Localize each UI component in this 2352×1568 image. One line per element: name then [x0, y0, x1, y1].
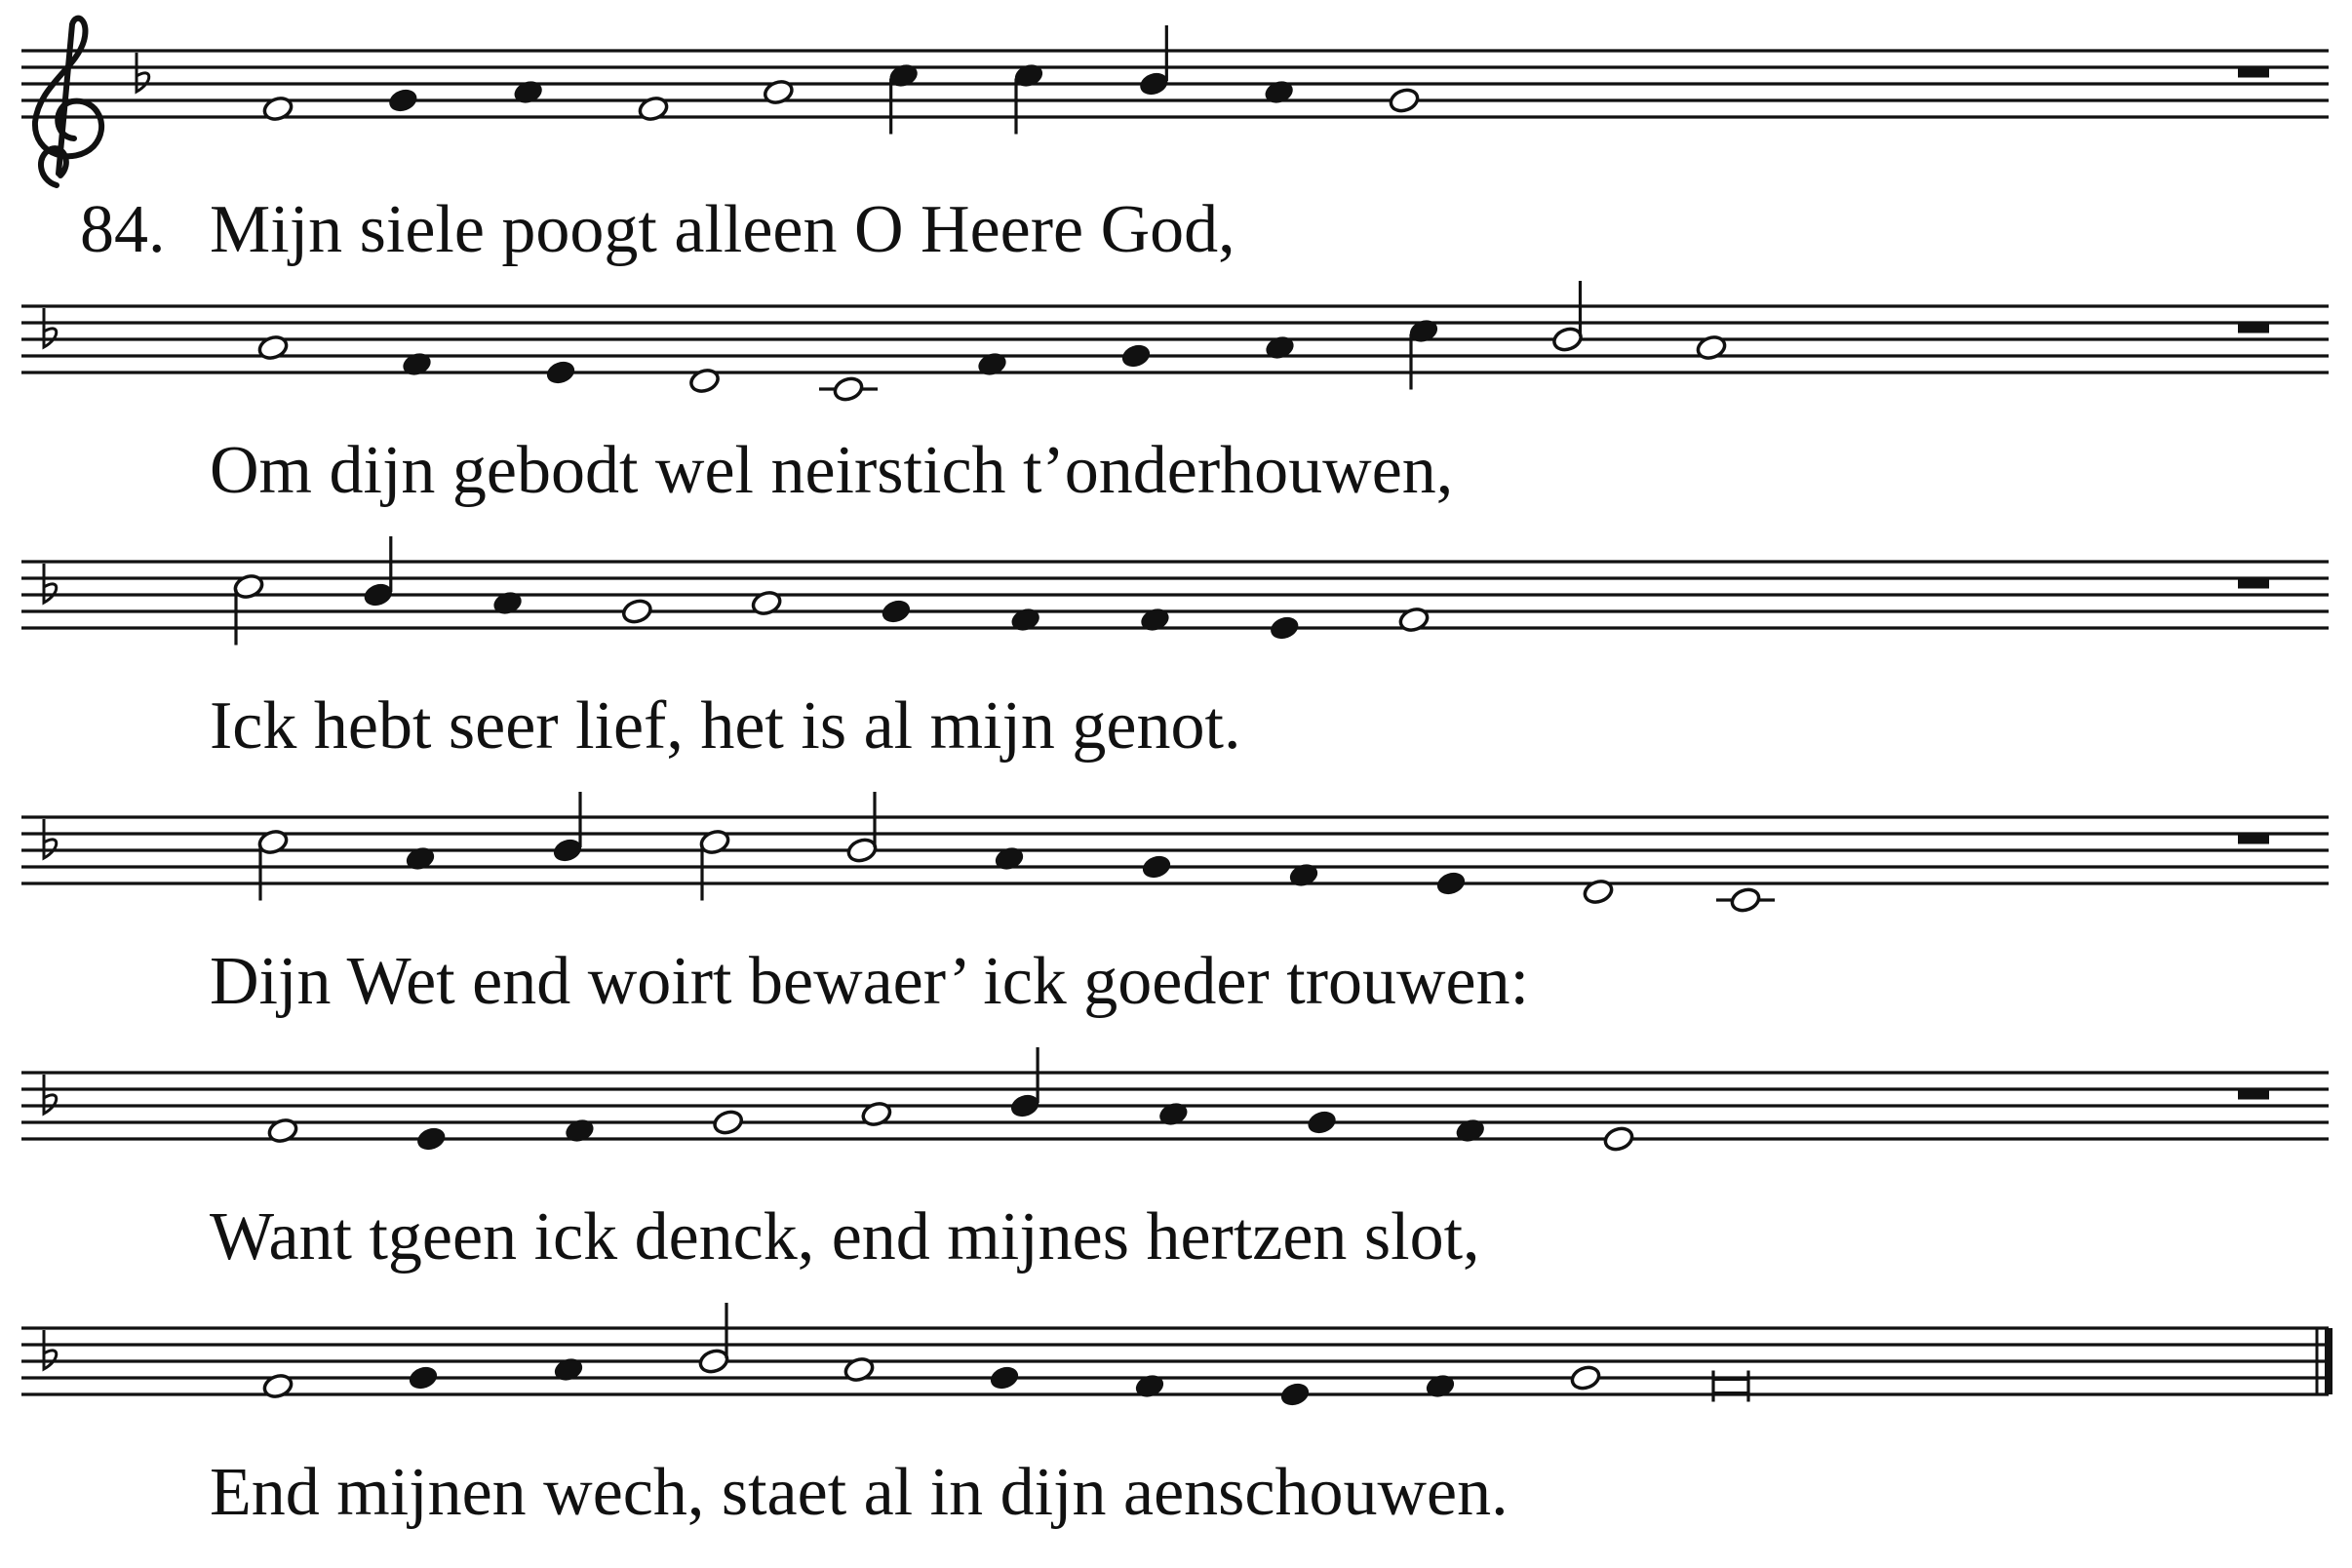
note-quarter: [1434, 870, 1467, 897]
note-half: [697, 1303, 729, 1375]
hymn-number: 84.: [80, 192, 166, 267]
half-rest: [2238, 578, 2269, 589]
note-quarter: [1269, 614, 1301, 642]
flat-sign-icon: [44, 564, 57, 603]
notehead: [832, 375, 864, 403]
lyric-line: End mijnen wech, staet al in dijn aenschouwen.: [210, 1455, 1509, 1530]
note-half: [1388, 87, 1420, 114]
notehead: [1306, 1109, 1338, 1136]
note-half: [256, 828, 289, 900]
breve-notehead: [1713, 1380, 1748, 1393]
note-quarter: [407, 1364, 439, 1392]
staff-system: [21, 536, 2329, 764]
flat-sign-icon: [44, 308, 57, 347]
notehead: [387, 87, 419, 114]
half-rest: [2238, 67, 2269, 78]
flat-sign-icon: [44, 1075, 57, 1114]
lyric-line: Dijn Wet end woirt bewaer’ ick goeder trouwen:: [210, 944, 1530, 1019]
flat-sign-icon: [137, 53, 149, 92]
note-half: [1716, 886, 1775, 914]
note-quarter: [1009, 1047, 1041, 1119]
note-half: [621, 598, 653, 625]
notehead: [415, 1125, 448, 1153]
note-half: [1602, 1125, 1634, 1153]
notehead: [1269, 614, 1301, 642]
note-quarter: [887, 61, 920, 134]
notehead: [1569, 1364, 1601, 1392]
note-half: [232, 572, 264, 645]
note-half: [845, 792, 878, 864]
flat-sign-icon: [44, 819, 57, 858]
note-breve: [1713, 1371, 1748, 1402]
note-quarter: [880, 598, 912, 625]
lyric-line: Want tgeen ick denck, end mijnes hertzen slot,: [210, 1199, 1480, 1274]
lyric-line: Om dijn gebodt wel neirstich t’onderhouwen,: [210, 433, 1454, 508]
lyric-line: Mijn siele poogt alleen O Heere God,: [210, 192, 1235, 267]
staff-system: [21, 1303, 2329, 1530]
notehead: [1140, 853, 1172, 881]
note-quarter: [1140, 853, 1172, 881]
notehead: [1119, 342, 1152, 370]
notehead: [712, 1109, 744, 1136]
staff-system: [21, 1047, 2329, 1274]
note-quarter: [1306, 1109, 1338, 1136]
notehead: [880, 598, 912, 625]
notehead: [1388, 87, 1420, 114]
notehead: [544, 359, 576, 386]
flat-sign-icon: [44, 1330, 57, 1369]
staff-system: [21, 792, 2329, 1019]
notehead: [1729, 886, 1761, 914]
note-quarter: [1119, 342, 1152, 370]
note-quarter: [988, 1364, 1020, 1392]
note-half: [819, 375, 878, 403]
note-quarter: [387, 87, 419, 114]
note-half: [1569, 1364, 1601, 1392]
notehead: [1602, 1125, 1634, 1153]
notehead: [1278, 1381, 1311, 1408]
note-quarter: [415, 1125, 448, 1153]
note-quarter: [1138, 25, 1170, 98]
notehead: [621, 598, 653, 625]
note-quarter: [544, 359, 576, 386]
staff-system: [21, 25, 2329, 267]
notehead: [407, 1364, 439, 1392]
half-rest: [2238, 323, 2269, 333]
notehead: [1434, 870, 1467, 897]
note-quarter: [1012, 61, 1044, 134]
note-quarter: [362, 536, 394, 608]
half-rest: [2238, 834, 2269, 844]
note-quarter: [1278, 1381, 1311, 1408]
half-rest: [2238, 1089, 2269, 1100]
note-quarter: [551, 792, 583, 864]
note-quarter: [1407, 317, 1439, 389]
lyric-line: Ick hebt seer lief, het is al mijn genot.: [210, 688, 1241, 764]
note-half: [698, 828, 730, 900]
notehead: [988, 1364, 1020, 1392]
note-half: [712, 1109, 744, 1136]
staff-system: [21, 281, 2329, 508]
note-half: [1551, 281, 1584, 353]
